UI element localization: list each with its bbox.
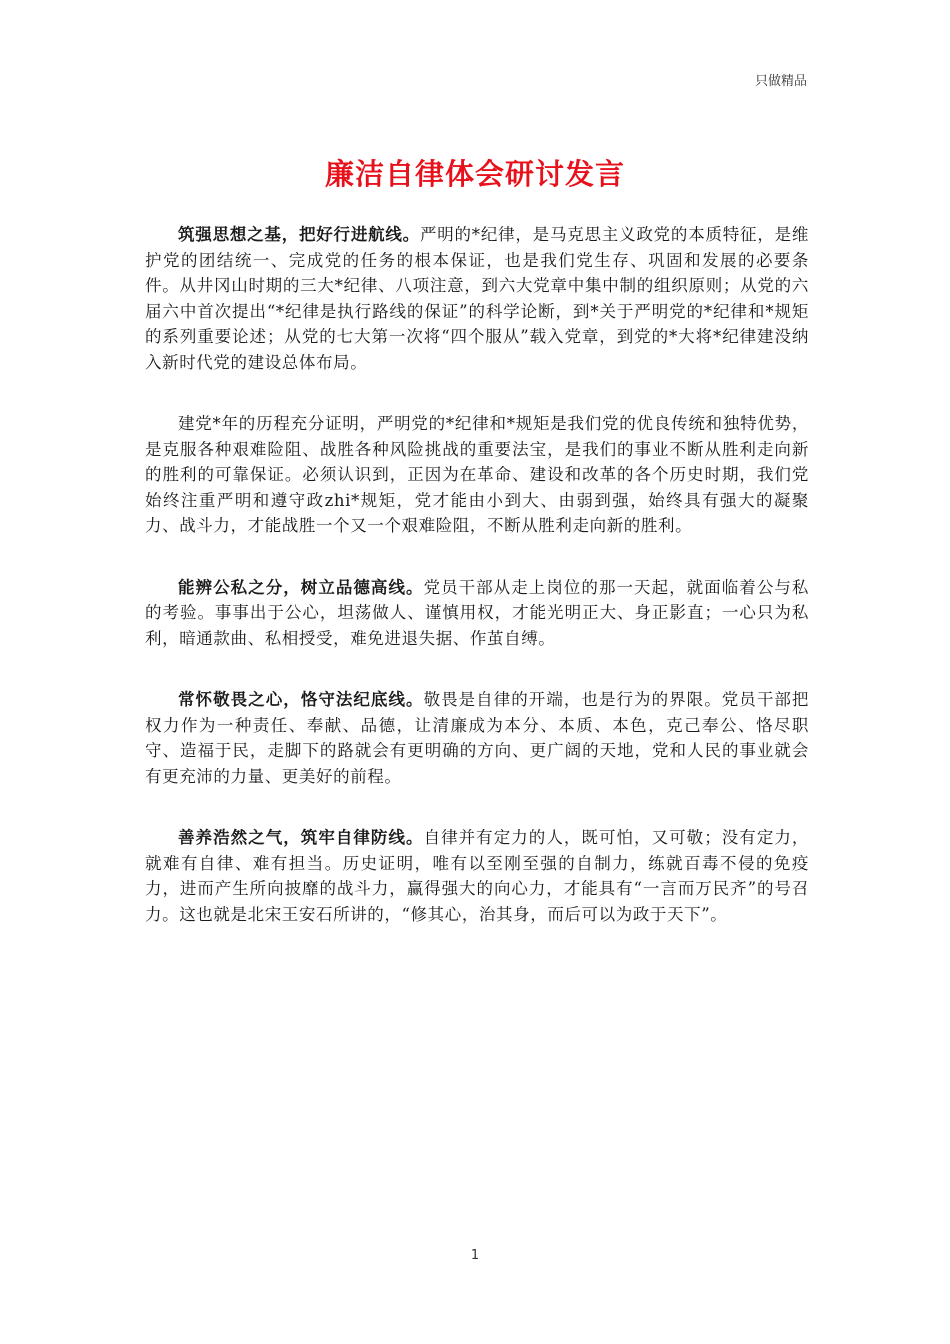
paragraph-lead: 筑强思想之基，把好行进航线。 [178, 225, 420, 244]
paragraph-lead: 常怀敬畏之心，恪守法纪底线。 [178, 690, 424, 709]
paragraph-4 [145, 687, 809, 789]
page-number: 1 [470, 1248, 480, 1263]
paragraph-lead: 能辨公私之分，树立品德高线。 [178, 577, 424, 597]
paragraph-text: 自律并有定力的人，既可怕，又可敬；没有定力，就难有自律、难有担当。历史证明，唯有以至刚至强的自制力，练就百毒不侵的免疫力，进而产生所向披靡的战斗力，赢得强大的向心力，才能具有“一言而万民齐”的号召力。这也就是北宋王安石所讲的，“修其心，治其身，而后可以为政于天下”。 [145, 828, 809, 924]
paragraph-3 [145, 575, 809, 652]
document-title: 廉洁自律体会研讨发言 [324, 157, 625, 191]
paragraph-1 [145, 222, 809, 375]
paragraph-lead: 善养浩然之气，筑牢自律防线。 [178, 828, 424, 847]
paragraph-text: 严明的*纪律，是马克思主义政党的本质特征，是维护党的团结统一、完成党的任务的根本保证，也是我们党生存、巩固和发展的必要条件。从井冈山时期的三大*纪律、八项注意，到六大党章中集中制的组织原则；从党的六届六中首次提出“*纪律是执行路线的保证”的科学论断，到*关于严明党的*纪律和*规矩的系列重要论述；从党的七大第一次将“四个服从”载入党章，到党的*大将*纪律建没纳入新时代党的建设总体布局。 [145, 225, 809, 372]
paragraph-text: 建党*年的历程充分证明，严明党的*纪律和*规矩是我们党的优良传统和独特优势，是克服各种艰难险阻、战胜各种风险挑战的重要法宝，是我们的事业不断从胜利走向新的胜利的可靠保证。必须认识到，正因为在革命、建设和改革的各个历史时期，我们党始终注重严明和遵守政zhi*规矩，党才能由小到大、由弱到强，始终具有强大的凝聚力、战斗力，才能战胜一个又一个艰难险阻，不断从胜利走向新的胜利。 [145, 414, 809, 535]
paragraph-5 [145, 825, 809, 927]
paragraph-text: 党员干部从走上岗位的那一天起，就面临着公与私的考验。事事出于公心，坦荡做人、谨慎用权，才能光明正大、身正影直；一心只为私利，暗通款曲、私相授受，难免进退失据、作茧自缚。 [145, 577, 809, 648]
document-body [145, 222, 809, 963]
paragraph-2 [145, 411, 809, 539]
header-note: 只做精品 [754, 74, 807, 89]
paragraph-text: 敬畏是自律的开端，也是行为的界限。党员干部把权力作为一种责任、奉献、品德，让清廉成为本分、本质、本色，克己奉公、恪尽职守、造福于民，走脚下的路就会有更明确的方向、更广阔的天地，党和人民的事业就会有更充沛的力量、更美好的前程。 [145, 690, 809, 786]
